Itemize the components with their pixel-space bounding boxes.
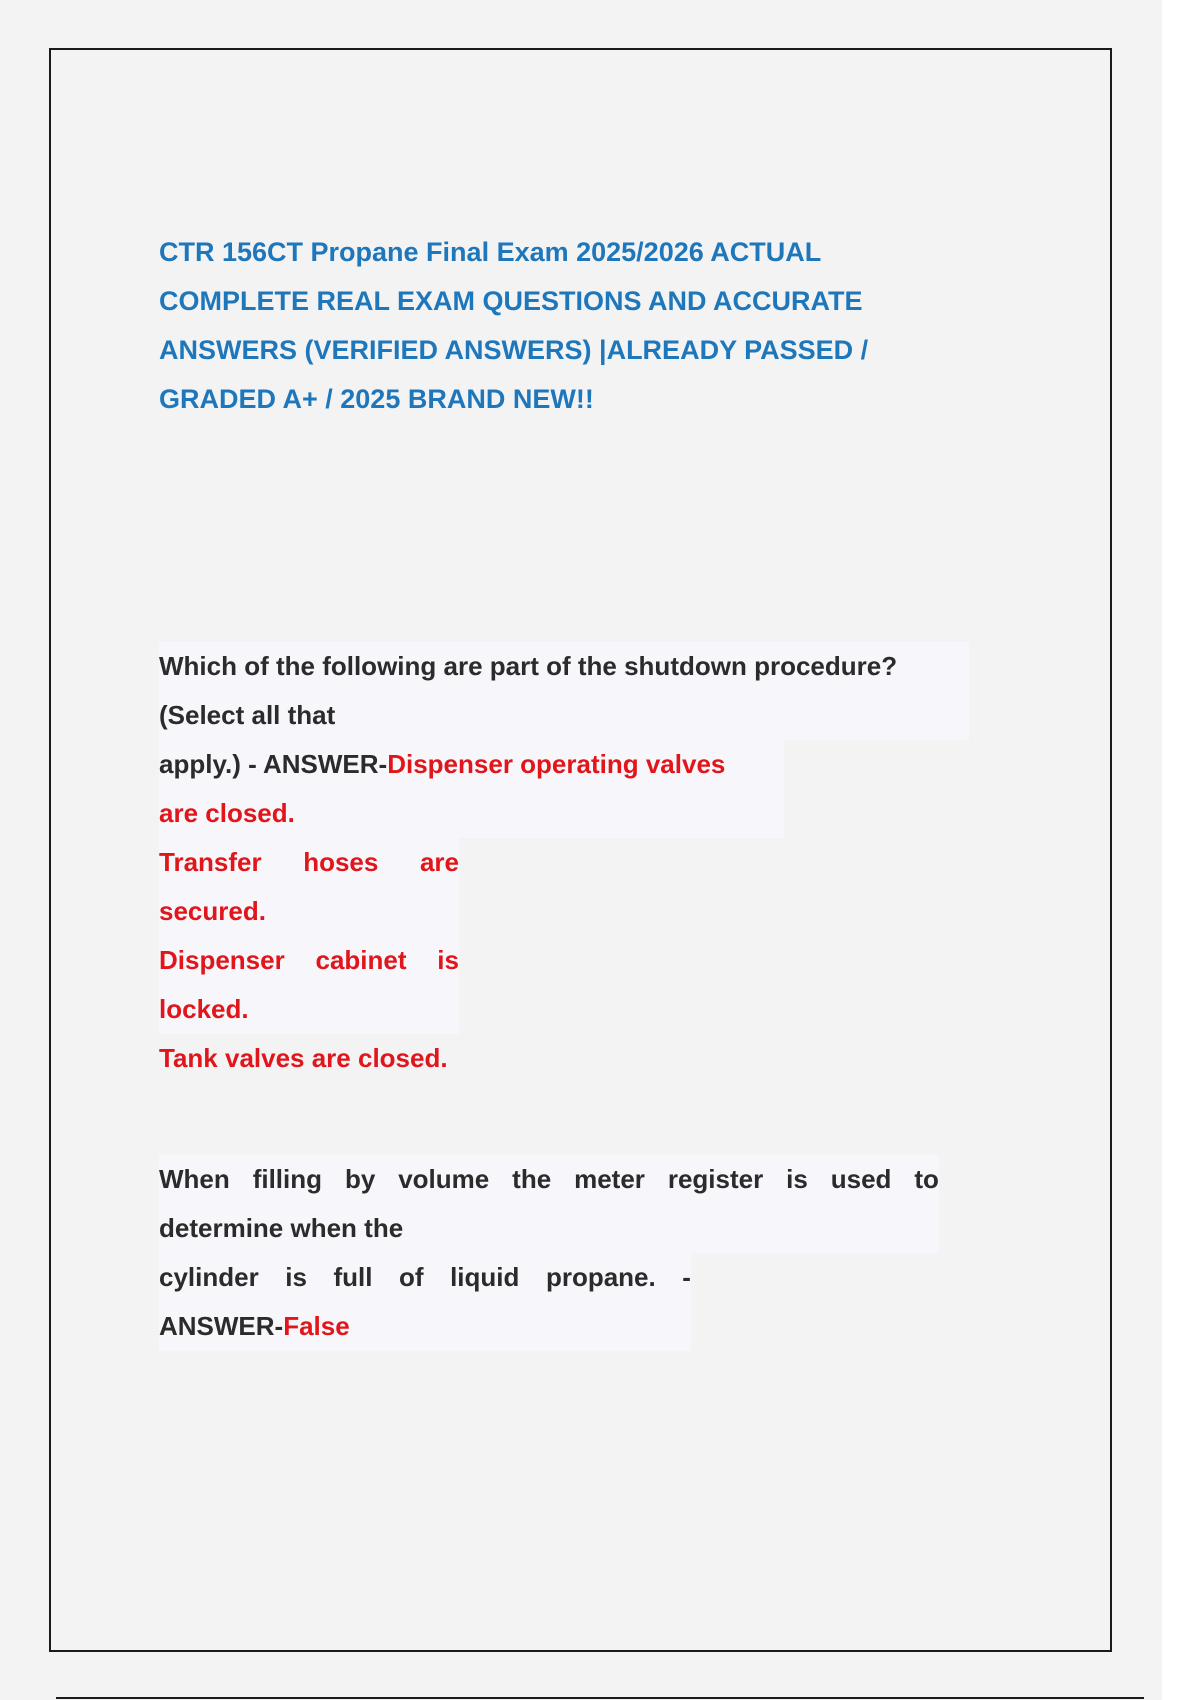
question-word: is: [786, 1164, 808, 1194]
answer-text: Dispenser operating valves: [387, 749, 726, 779]
answer-word: cabinet: [315, 945, 407, 975]
question-text-highlight: [159, 1155, 939, 1253]
answer-list-highlight: [159, 838, 459, 1034]
question-word: meter: [574, 1164, 645, 1194]
question-word: to: [914, 1164, 939, 1194]
question-word: is: [285, 1262, 307, 1292]
question-line-justified: [159, 1253, 691, 1302]
question-text-highlight: [159, 642, 969, 740]
question-line: Which of the following are part of the shutdown procedure?: [159, 651, 898, 681]
answer-line: are closed.: [159, 798, 295, 828]
title-line-3: ANSWERS (VERIFIED ANSWERS) |ALREADY PASSED /: [159, 335, 869, 365]
answer-line: secured.: [159, 896, 266, 926]
answer-word: Transfer: [159, 847, 262, 877]
question-word: by: [344, 1164, 376, 1194]
document-title: [159, 228, 959, 424]
question-block-shutdown: [159, 642, 969, 1083]
answer-word: is: [437, 945, 459, 975]
answer-text-highlight: [159, 740, 784, 838]
answer-line: locked.: [159, 994, 249, 1024]
question-word: used: [830, 1164, 892, 1194]
document-page: [49, 48, 1112, 1652]
answer-line-justified: [159, 936, 459, 985]
question-word: When: [159, 1164, 230, 1194]
question-word: volume: [398, 1164, 490, 1194]
question-line-justified: [159, 1155, 939, 1204]
question-word: register: [667, 1164, 764, 1194]
question-word: the: [512, 1164, 552, 1194]
viewer-scroll-gutter[interactable]: [1162, 0, 1200, 1700]
answer-prefix: apply.) - ANSWER-: [159, 749, 388, 779]
answer-line: Tank valves are closed.: [159, 1043, 448, 1073]
title-line-2: COMPLETE REAL EXAM QUESTIONS AND ACCURATE: [159, 286, 863, 316]
question-line: (Select all that: [159, 700, 336, 730]
question-word: of: [399, 1262, 424, 1292]
question-word: cylinder: [159, 1262, 259, 1292]
answer-word: Dispenser: [159, 945, 285, 975]
answer-word: hoses: [303, 847, 379, 877]
question-block-fill-volume: [159, 1155, 939, 1351]
question-word: filling: [252, 1164, 323, 1194]
title-line-4: GRADED A+ / 2025 BRAND NEW!!: [159, 384, 594, 414]
answer-line-justified: [159, 838, 459, 887]
answer-text: False: [283, 1311, 350, 1341]
title-line-1: CTR 156CT Propane Final Exam 2025/2026 ACTUAL: [159, 237, 822, 267]
question-word: liquid: [450, 1262, 520, 1292]
question-word: propane.: [545, 1262, 656, 1292]
question-word: full: [333, 1262, 373, 1292]
question-word: -: [682, 1262, 691, 1292]
question-line: determine when the: [159, 1213, 404, 1243]
question-answer-line: [159, 740, 784, 789]
answer-text-highlight: [159, 1253, 691, 1351]
answer-word: are: [419, 847, 459, 877]
question-answer-line: [159, 1302, 691, 1351]
answer-prefix: ANSWER-: [159, 1311, 284, 1341]
next-page-top-border: [56, 1697, 1144, 1699]
